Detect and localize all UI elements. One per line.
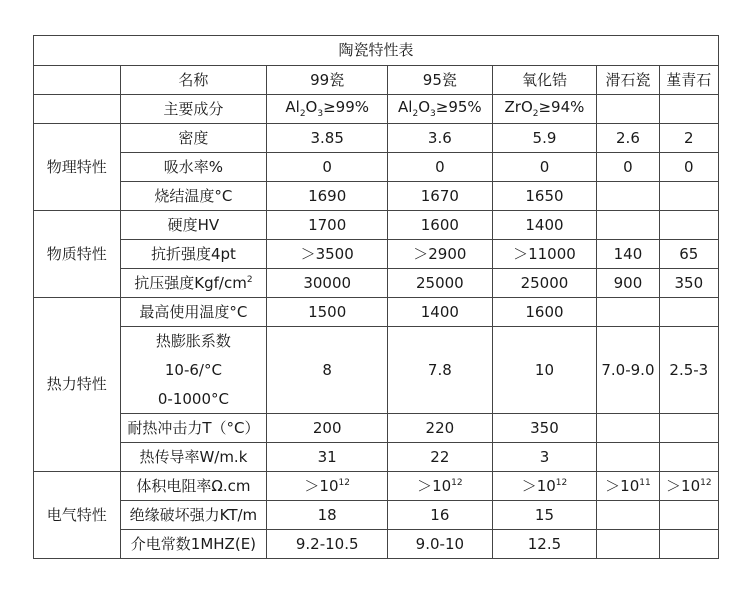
value-cell: 900	[597, 269, 659, 298]
value-cell: 3	[492, 443, 597, 472]
value-cell: ＞11000	[492, 240, 597, 269]
empty-cell	[597, 182, 659, 211]
table-row	[34, 472, 719, 501]
property-label: 绝缘破坏强力KT/m	[120, 501, 267, 530]
value-cell: $Al_2O_3\ge 99\%$	[267, 95, 388, 124]
table-row	[34, 298, 719, 327]
property-label: 硬度HV	[120, 211, 267, 240]
value-cell: 9.2-10.5	[267, 530, 388, 559]
table-row	[34, 182, 719, 211]
property-label: 热膨胀系数	[120, 327, 267, 356]
value-cell: 1600	[388, 211, 493, 240]
header-99: 99瓷	[267, 66, 388, 95]
value-cell: 10	[492, 327, 597, 414]
empty-cell	[597, 298, 659, 327]
property-label: 吸水率%	[120, 153, 267, 182]
value-cell: 3.85	[267, 124, 388, 153]
table-row	[34, 124, 719, 153]
value-cell: 1700	[267, 211, 388, 240]
header-95: 95瓷	[388, 66, 493, 95]
value-cell: 7.0-9.0	[597, 327, 659, 414]
empty-cell	[659, 95, 718, 124]
group-label: 电气特性	[34, 472, 121, 559]
value-cell: 0	[492, 153, 597, 182]
value-cell: $>10^{12}$	[659, 472, 718, 501]
table-row	[34, 327, 719, 356]
table-row	[34, 153, 719, 182]
value-cell: 12.5	[492, 530, 597, 559]
value-cell: 5.9	[492, 124, 597, 153]
value-cell: 30000	[267, 269, 388, 298]
value-cell: 15	[492, 501, 597, 530]
value-cell: 1600	[492, 298, 597, 327]
value-cell: 2.6	[597, 124, 659, 153]
property-label: 介电常数1MHZ(E)	[120, 530, 267, 559]
value-cell: 2.5-3	[659, 327, 718, 414]
value-cell: $>10^{12}$	[492, 472, 597, 501]
value-cell: 0	[659, 153, 718, 182]
value-cell: 18	[267, 501, 388, 530]
empty-cell	[597, 95, 659, 124]
header-cordierite: 堇青石	[659, 66, 718, 95]
property-label: 抗压强度Kgf/$cm^2$	[120, 269, 267, 298]
property-label: 密度	[120, 124, 267, 153]
empty-cell	[597, 443, 659, 472]
table-row	[34, 501, 719, 530]
value-cell: 3.6	[388, 124, 493, 153]
table-row	[34, 95, 719, 124]
table-row	[34, 240, 719, 269]
table-row	[34, 530, 719, 559]
property-label: 10-6/°C	[120, 356, 267, 385]
header-name: 名称	[120, 66, 267, 95]
table-row	[34, 211, 719, 240]
blank-cell	[34, 95, 121, 124]
value-cell: 350	[492, 414, 597, 443]
empty-cell	[659, 182, 718, 211]
value-cell: 25000	[492, 269, 597, 298]
empty-cell	[597, 414, 659, 443]
value-cell: 9.0-10	[388, 530, 493, 559]
value-cell: 22	[388, 443, 493, 472]
property-label: 烧结温度°C	[120, 182, 267, 211]
table-row	[34, 443, 719, 472]
group-label: 物质特性	[34, 211, 121, 298]
value-cell: 200	[267, 414, 388, 443]
value-cell: 8	[267, 327, 388, 414]
value-cell: 140	[597, 240, 659, 269]
value-cell: 1650	[492, 182, 597, 211]
value-cell: 65	[659, 240, 718, 269]
value-cell: ＞2900	[388, 240, 493, 269]
property-label: 体积电阻率Ω.cm	[120, 472, 267, 501]
value-cell: 7.8	[388, 327, 493, 414]
table-row	[34, 414, 719, 443]
value-cell: 2	[659, 124, 718, 153]
property-label: 最高使用温度°C	[120, 298, 267, 327]
value-cell: $Al_2O_3\ge 95\%$	[388, 95, 493, 124]
ceramic-properties-table	[33, 35, 719, 559]
table-row	[34, 269, 719, 298]
empty-cell	[659, 414, 718, 443]
empty-cell	[597, 530, 659, 559]
empty-cell	[659, 530, 718, 559]
header-talc: 滑石瓷	[597, 66, 659, 95]
value-cell: 0	[267, 153, 388, 182]
property-label: 主要成分	[120, 95, 267, 124]
value-cell: 1500	[267, 298, 388, 327]
value-cell: 1400	[492, 211, 597, 240]
property-label: 耐热冲击力T（°C）	[120, 414, 267, 443]
empty-cell	[659, 211, 718, 240]
value-cell: 25000	[388, 269, 493, 298]
group-label: 热力特性	[34, 298, 121, 472]
table-title: 陶瓷特性表	[34, 36, 719, 66]
empty-cell	[659, 298, 718, 327]
value-cell: 1670	[388, 182, 493, 211]
value-cell: 1400	[388, 298, 493, 327]
group-label: 物理特性	[34, 124, 121, 211]
value-cell: ZrO$_2$≥94%	[492, 95, 597, 124]
value-cell: 31	[267, 443, 388, 472]
value-cell: 1690	[267, 182, 388, 211]
property-label: 热传导率W/m.k	[120, 443, 267, 472]
value-cell: ＞3500	[267, 240, 388, 269]
value-cell: 0	[597, 153, 659, 182]
value-cell: $>10^{12}$	[388, 472, 493, 501]
empty-cell	[659, 501, 718, 530]
value-cell: 0	[388, 153, 493, 182]
empty-cell	[597, 501, 659, 530]
property-label: 抗折强度4pt	[120, 240, 267, 269]
value-cell: 350	[659, 269, 718, 298]
value-cell: 16	[388, 501, 493, 530]
empty-cell	[597, 211, 659, 240]
header-row	[34, 66, 719, 95]
blank-cell	[34, 66, 121, 95]
empty-cell	[659, 443, 718, 472]
header-zirconia: 氧化锆	[492, 66, 597, 95]
value-cell: 220	[388, 414, 493, 443]
value-cell: $>10^{11}$	[597, 472, 659, 501]
property-label: 0-1000°C	[120, 385, 267, 414]
value-cell: $>10^{12}$	[267, 472, 388, 501]
